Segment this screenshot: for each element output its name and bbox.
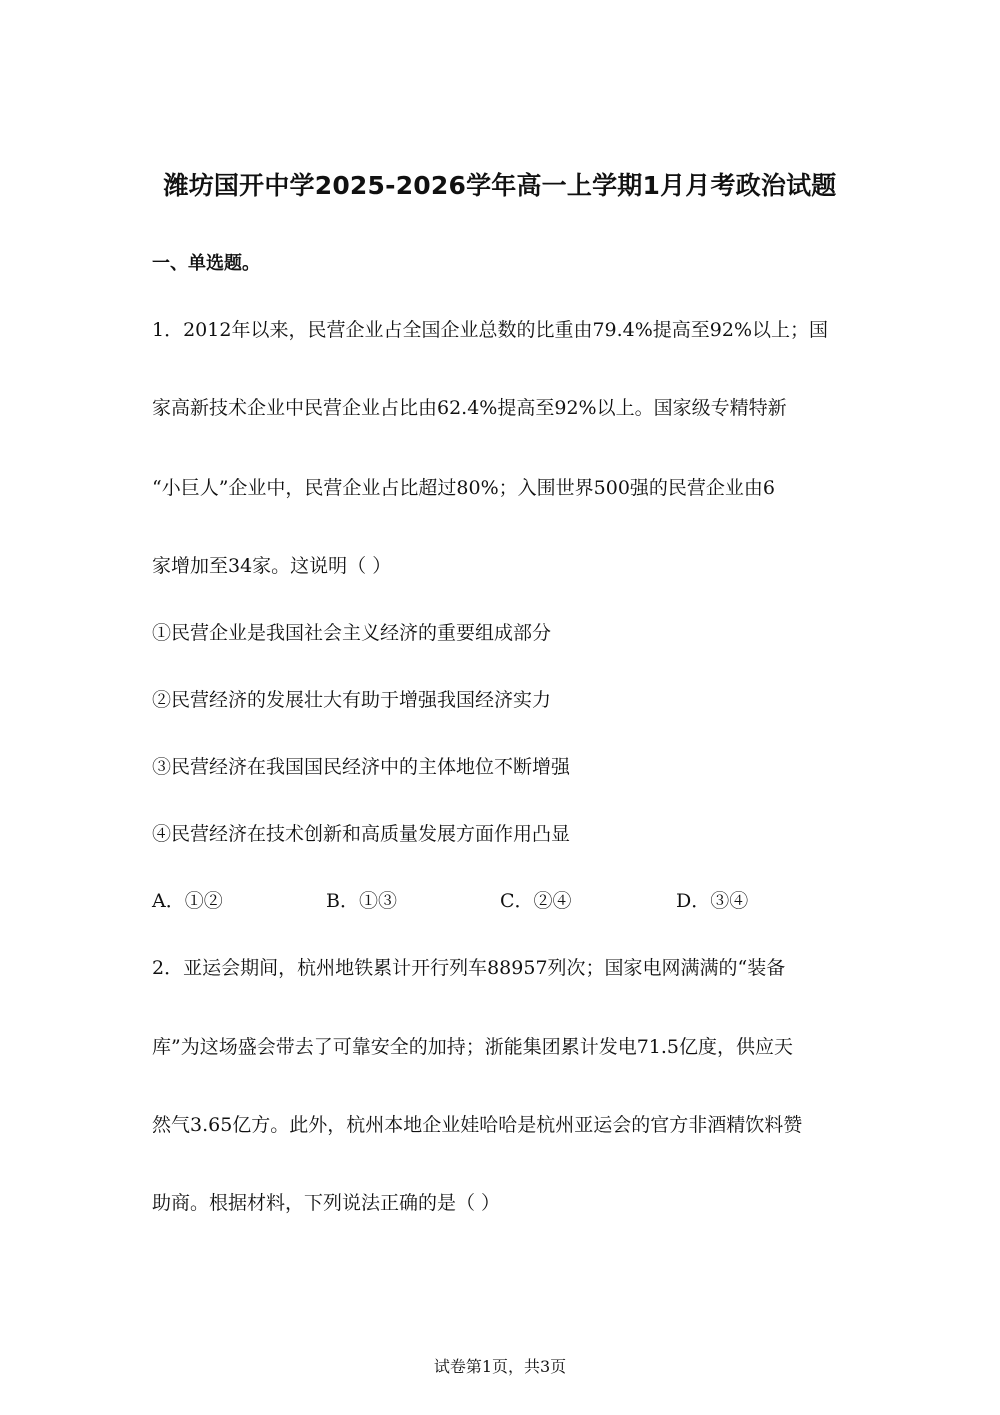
statement-2: ②民营经济的发展壮大有助于增强我国经济实力 <box>152 689 552 711</box>
option-b: B．①③ <box>326 890 397 912</box>
statement-4: ④民营经济在技术创新和高质量发展方面作用凸显 <box>152 823 571 845</box>
option-a: A．①② <box>152 890 223 912</box>
question-1-line-2: 家高新技术企业中民营企业占比由62.4%提高至92%以上。国家级专精特新 <box>152 397 787 419</box>
statement-1: ①民营企业是我国社会主义经济的重要组成部分 <box>152 622 552 644</box>
question-1-line-3: “小巨人”企业中，民营企业占比超过80%；入围世界500强的民营企业由6 <box>152 477 776 499</box>
question-2-line-3: 然气3.65亿方。此外，杭州本地企业娃哈哈是杭州亚运会的官方非酒精饮料赞 <box>152 1114 803 1136</box>
question-1-line-4: 家增加至34家。这说明（ ） <box>152 555 392 577</box>
option-d: D．③④ <box>676 890 749 912</box>
question-2-line-4: 助商。根据材料，下列说法正确的是（ ） <box>152 1192 501 1214</box>
section-heading: 一、单选题。 <box>152 253 260 274</box>
question-2-line-2: 库”为这场盛会带去了可靠安全的加持；浙能集团累计发电71.5亿度，供应天 <box>152 1036 794 1058</box>
page-footer: 试卷第1页，共3页 <box>433 1357 567 1376</box>
statement-3: ③民营经济在我国国民经济中的主体地位不断增强 <box>152 756 571 778</box>
question-2-line-1: 2．亚运会期间，杭州地铁累计开行列车88957列次；国家电网满满的“装备 <box>152 957 786 979</box>
page-title: 潍坊国开中学2025-2026学年高一上学期1月月考政治试题 <box>163 171 837 200</box>
option-c: C．②④ <box>500 890 572 912</box>
question-1-line-1: 1．2012年以来，民营企业占全国企业总数的比重由79.4%提高至92%以上；国 <box>152 319 829 341</box>
